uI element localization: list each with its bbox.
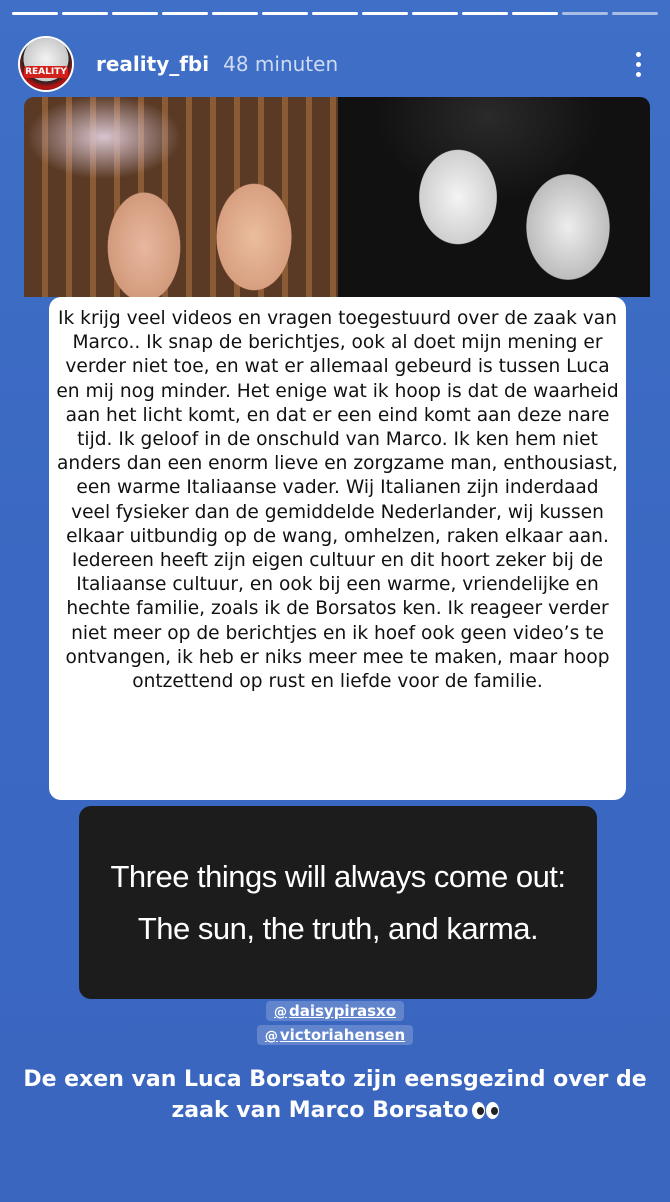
quote-line-1: Three things will always come out: — [110, 858, 566, 894]
avatar-logo-text: REALITY — [25, 67, 67, 77]
couple-photo-color — [24, 97, 338, 297]
mention-list — [0, 1001, 670, 1045]
progress-segment — [162, 12, 208, 15]
caption-text: De exen van Luca Borsato zijn eensgezind over de zaak van Marco Borsato — [23, 1067, 647, 1123]
username[interactable]: reality_fbi — [96, 52, 210, 76]
progress-segment — [512, 12, 558, 15]
progress-segment — [412, 12, 458, 15]
progress-segment — [62, 12, 108, 15]
at-icon: @ — [273, 1005, 287, 1020]
quote-line-2: The sun, the truth, and karma. — [137, 910, 539, 946]
statement-card — [49, 297, 626, 800]
progress-segment — [312, 12, 358, 15]
post-time: 48 minuten — [223, 52, 339, 76]
story-progress-bar — [12, 12, 658, 15]
story-header — [20, 36, 650, 92]
mention-tag[interactable] — [257, 1025, 413, 1045]
at-icon: @ — [264, 1029, 278, 1044]
progress-segment — [462, 12, 508, 15]
progress-segment — [262, 12, 308, 15]
more-vertical-icon — [636, 72, 641, 77]
mention-username: victoriahensen — [279, 1026, 406, 1044]
avatar[interactable] — [20, 38, 72, 90]
more-vertical-icon — [636, 62, 641, 67]
progress-segment — [562, 12, 608, 15]
story-caption — [20, 1064, 650, 1126]
progress-segment — [612, 12, 658, 15]
photo-collage — [24, 97, 650, 297]
mention-username: daisypirasxo — [288, 1002, 396, 1020]
couple-photo-bw — [338, 97, 650, 297]
progress-segment — [362, 12, 408, 15]
more-vertical-icon — [636, 52, 641, 57]
mention-tag[interactable] — [266, 1001, 404, 1021]
statement-text: Ik krijg veel videos en vragen toegestuurd over de zaak van Marco.. Ik snap de berichtjes, ook al doet mijn mening er verder niet toe, en wat er allemaal gebeurd is tussen Luca en mij nog minder. Het enige wat ik hoop is dat de waarheid aan het licht komt, en dat er een eind komt aan deze nare tijd. Ik geloof in de onschuld van Marco. Ik ken hem niet anders dan een enorm lieve en zorgzame man, enthousiast, een warme Italiaanse vader. Wij Italianen zijn inderdaad veel fysieker dan de gemiddelde Nederlander, wij kussen elkaar uitbundig op de wang, omhelzen, raken elkaar aan. Iedereen heeft zijn eigen cultuur en dit hoort zeker bij de Italiaanse cultuur, en ook bij een warme, vriendelijke en hechte familie, zoals ik de Borsatos ken. Ik reageer verder niet meer op de berichtjes en ik hoef ook geen video’s te ontvangen, ik heb er niks meer mee te maken, maar hoop ontzettend op rust en liefde voor de familie. — [56, 308, 619, 693]
progress-segment — [212, 12, 258, 15]
more-options-button[interactable] — [626, 44, 650, 84]
progress-segment — [12, 12, 58, 15]
progress-segment — [112, 12, 158, 15]
eyes-icon — [471, 1095, 499, 1126]
quote-card — [79, 806, 597, 999]
